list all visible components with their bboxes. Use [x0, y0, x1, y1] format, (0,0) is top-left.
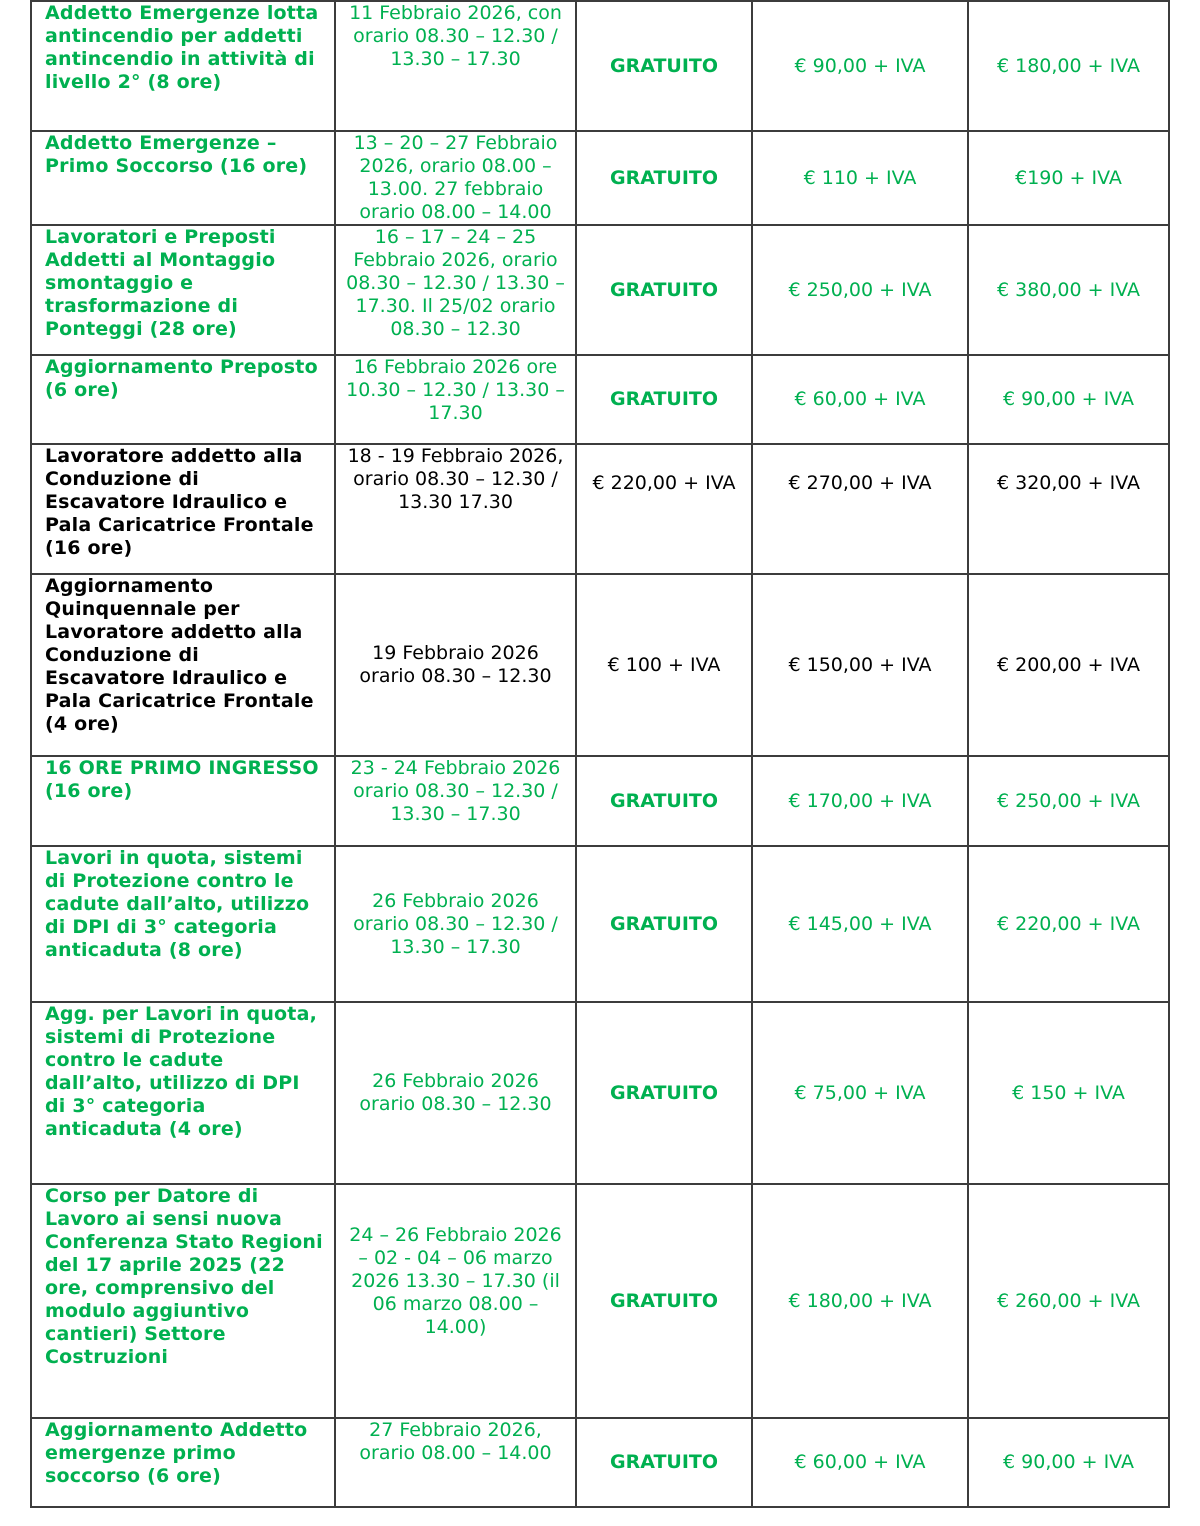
price-associate: € 60,00 + IVA — [752, 355, 968, 444]
course-title: Lavoratore addetto alla Conduzione di Escavatore Idraulico e Pala Caricatrice Frontale (16 ore) — [31, 444, 335, 574]
course-dates: 18 - 19 Febbraio 2026, orario 08.30 – 12.30 / 13.30 17.30 — [335, 444, 576, 574]
course-title: Agg. per Lavori in quota, sistemi di Protezione contro le cadute dall’alto, utilizzo di DPI di 3° categoria anticaduta (4 ore) — [31, 1002, 335, 1184]
price-non-member: € 220,00 + IVA — [968, 846, 1169, 1002]
price-member: GRATUITO — [576, 1, 752, 131]
course-dates: 27 Febbraio 2026, orario 08.00 – 14.00 — [335, 1418, 576, 1507]
table-row — [31, 355, 1169, 444]
course-title: Lavoratori e Preposti Addetti al Montaggio smontaggio e trasformazione di Ponteggi (28 ore) — [31, 225, 335, 355]
price-associate: € 60,00 + IVA — [752, 1418, 968, 1507]
price-non-member: € 90,00 + IVA — [968, 355, 1169, 444]
course-dates: 11 Febbraio 2026, con orario 08.30 – 12.30 / 13.30 – 17.30 — [335, 1, 576, 131]
table-row — [31, 1418, 1169, 1507]
course-dates: 19 Febbraio 2026 orario 08.30 – 12.30 — [335, 574, 576, 756]
price-associate: € 270,00 + IVA — [752, 444, 968, 574]
price-associate: € 75,00 + IVA — [752, 1002, 968, 1184]
price-associate: € 170,00 + IVA — [752, 756, 968, 846]
price-associate: € 180,00 + IVA — [752, 1184, 968, 1418]
course-title: Corso per Datore di Lavoro ai sensi nuova Conferenza Stato Regioni del 17 aprile 2025 (22 ore, comprensivo del modulo aggiuntivo cantieri) Settore Costruzioni — [31, 1184, 335, 1418]
table-row — [31, 756, 1169, 846]
course-title: Aggiornamento Quinquennale per Lavoratore addetto alla Conduzione di Escavatore Idraulico e Pala Caricatrice Frontale (4 ore) — [31, 574, 335, 756]
table-row — [31, 574, 1169, 756]
price-non-member: € 180,00 + IVA — [968, 1, 1169, 131]
price-non-member: € 90,00 + IVA — [968, 1418, 1169, 1507]
price-member: GRATUITO — [576, 846, 752, 1002]
course-dates: 13 – 20 – 27 Febbraio 2026, orario 08.00 – 13.00. 27 febbraio orario 08.00 – 14.00 — [335, 131, 576, 225]
price-member: GRATUITO — [576, 131, 752, 225]
price-member: € 100 + IVA — [576, 574, 752, 756]
table-row — [31, 1184, 1169, 1418]
price-associate: € 90,00 + IVA — [752, 1, 968, 131]
price-member: GRATUITO — [576, 1002, 752, 1184]
course-title: Addetto Emergenze lotta antincendio per addetti antincendio in attività di livello 2° (8 ore) — [31, 1, 335, 131]
price-member: GRATUITO — [576, 225, 752, 355]
table-row — [31, 1, 1169, 131]
course-title: 16 ORE PRIMO INGRESSO (16 ore) — [31, 756, 335, 846]
price-associate: € 145,00 + IVA — [752, 846, 968, 1002]
table-row — [31, 131, 1169, 225]
price-non-member: € 200,00 + IVA — [968, 574, 1169, 756]
price-non-member: € 250,00 + IVA — [968, 756, 1169, 846]
table-row — [31, 1002, 1169, 1184]
price-member: GRATUITO — [576, 756, 752, 846]
course-title: Addetto Emergenze – Primo Soccorso (16 ore) — [31, 131, 335, 225]
price-associate: € 110 + IVA — [752, 131, 968, 225]
price-associate: € 250,00 + IVA — [752, 225, 968, 355]
price-member: € 220,00 + IVA — [576, 444, 752, 574]
course-title: Aggiornamento Addetto emergenze primo soccorso (6 ore) — [31, 1418, 335, 1507]
price-associate: € 150,00 + IVA — [752, 574, 968, 756]
table-row — [31, 225, 1169, 355]
price-non-member: € 150 + IVA — [968, 1002, 1169, 1184]
price-non-member: € 320,00 + IVA — [968, 444, 1169, 574]
course-dates: 16 – 17 – 24 – 25 Febbraio 2026, orario 08.30 – 12.30 / 13.30 – 17.30. Il 25/02 orario 08.30 – 12.30 — [335, 225, 576, 355]
course-pricing-table — [30, 0, 1170, 1508]
price-non-member: € 260,00 + IVA — [968, 1184, 1169, 1418]
course-title: Aggiornamento Preposto (6 ore) — [31, 355, 335, 444]
price-member: GRATUITO — [576, 1418, 752, 1507]
course-dates: 16 Febbraio 2026 ore 10.30 – 12.30 / 13.30 – 17.30 — [335, 355, 576, 444]
course-dates: 26 Febbraio 2026 orario 08.30 – 12.30 — [335, 1002, 576, 1184]
price-member: GRATUITO — [576, 1184, 752, 1418]
course-title: Lavori in quota, sistemi di Protezione contro le cadute dall’alto, utilizzo di DPI di 3° categoria anticaduta (8 ore) — [31, 846, 335, 1002]
price-non-member: € 380,00 + IVA — [968, 225, 1169, 355]
course-dates: 26 Febbraio 2026 orario 08.30 – 12.30 / 13.30 – 17.30 — [335, 846, 576, 1002]
course-dates: 23 - 24 Febbraio 2026 orario 08.30 – 12.30 / 13.30 – 17.30 — [335, 756, 576, 846]
table-row — [31, 846, 1169, 1002]
price-member: GRATUITO — [576, 355, 752, 444]
course-dates: 24 – 26 Febbraio 2026 – 02 - 04 – 06 marzo 2026 13.30 – 17.30 (il 06 marzo 08.00 – 14.00) — [335, 1184, 576, 1418]
table-row — [31, 444, 1169, 574]
price-non-member: €190 + IVA — [968, 131, 1169, 225]
